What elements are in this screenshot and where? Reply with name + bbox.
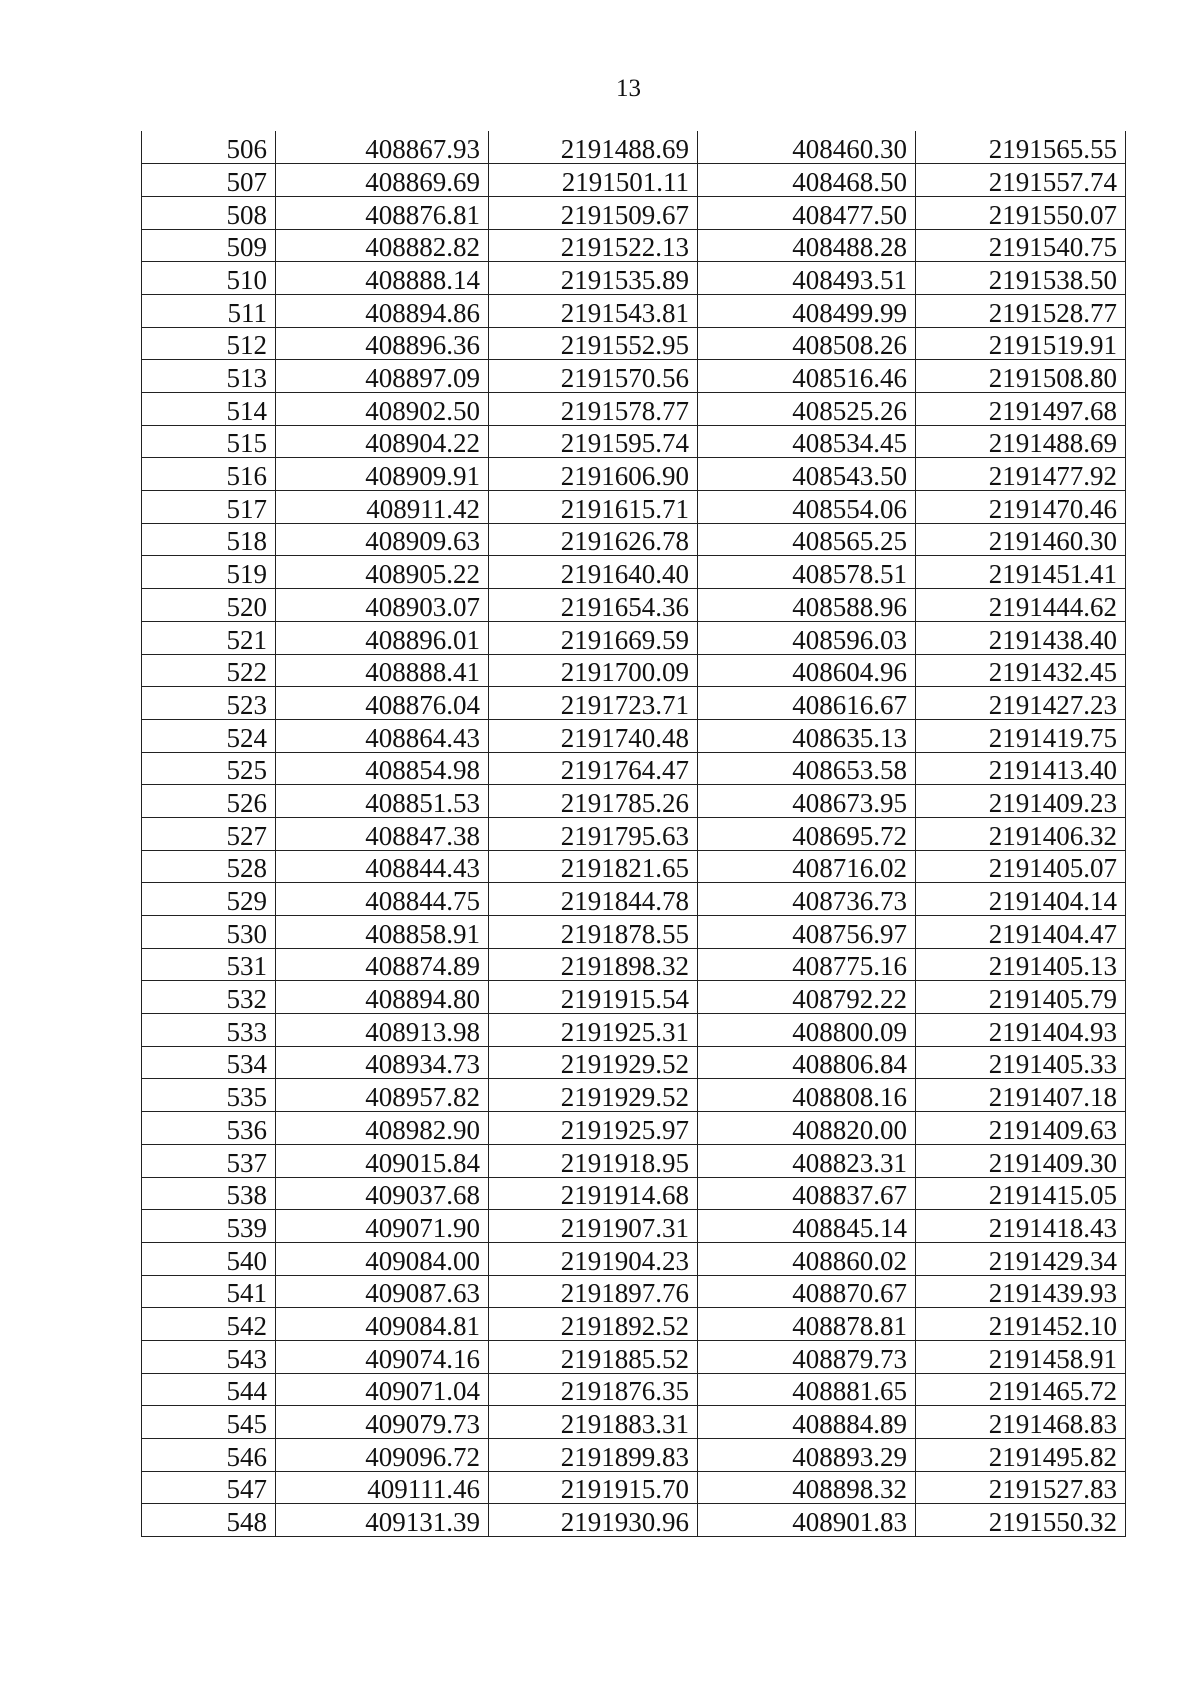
x2-cell: 408808.16 bbox=[698, 1079, 916, 1112]
y2-cell: 2191528.77 bbox=[916, 294, 1126, 327]
table-row bbox=[142, 1112, 1126, 1145]
y1-cell: 2191615.71 bbox=[489, 491, 698, 524]
y2-cell: 2191418.43 bbox=[916, 1210, 1126, 1243]
y1-cell: 2191883.31 bbox=[489, 1406, 698, 1439]
x2-cell: 408792.22 bbox=[698, 981, 916, 1014]
x2-cell: 408525.26 bbox=[698, 393, 916, 426]
x1-cell: 408894.80 bbox=[276, 981, 489, 1014]
x2-cell: 408879.73 bbox=[698, 1340, 916, 1373]
y2-cell: 2191497.68 bbox=[916, 393, 1126, 426]
point-number-cell: 519 bbox=[142, 556, 276, 589]
y2-cell: 2191432.45 bbox=[916, 654, 1126, 687]
point-number-cell: 506 bbox=[142, 131, 276, 164]
point-number-cell: 543 bbox=[142, 1340, 276, 1373]
table-row bbox=[142, 229, 1126, 262]
table-row bbox=[142, 1144, 1126, 1177]
table-row bbox=[142, 1177, 1126, 1210]
point-number-cell: 511 bbox=[142, 294, 276, 327]
point-number-cell: 530 bbox=[142, 916, 276, 949]
point-number-cell: 520 bbox=[142, 589, 276, 622]
table-row bbox=[142, 850, 1126, 883]
x1-cell: 408864.43 bbox=[276, 719, 489, 752]
y1-cell: 2191640.40 bbox=[489, 556, 698, 589]
y1-cell: 2191904.23 bbox=[489, 1242, 698, 1275]
point-number-cell: 525 bbox=[142, 752, 276, 785]
y2-cell: 2191413.40 bbox=[916, 752, 1126, 785]
x2-cell: 408635.13 bbox=[698, 719, 916, 752]
x1-cell: 408902.50 bbox=[276, 393, 489, 426]
x1-cell: 408957.82 bbox=[276, 1079, 489, 1112]
x1-cell: 409084.00 bbox=[276, 1242, 489, 1275]
y1-cell: 2191915.70 bbox=[489, 1471, 698, 1504]
point-number-cell: 542 bbox=[142, 1308, 276, 1341]
y1-cell: 2191892.52 bbox=[489, 1308, 698, 1341]
y1-cell: 2191929.52 bbox=[489, 1079, 698, 1112]
x2-cell: 408837.67 bbox=[698, 1177, 916, 1210]
point-number-cell: 533 bbox=[142, 1014, 276, 1047]
y2-cell: 2191557.74 bbox=[916, 164, 1126, 197]
y1-cell: 2191915.54 bbox=[489, 981, 698, 1014]
table-row bbox=[142, 948, 1126, 981]
x1-cell: 409071.90 bbox=[276, 1210, 489, 1243]
x2-cell: 408881.65 bbox=[698, 1373, 916, 1406]
y1-cell: 2191654.36 bbox=[489, 589, 698, 622]
table-row bbox=[142, 785, 1126, 818]
y2-cell: 2191460.30 bbox=[916, 523, 1126, 556]
x2-cell: 408588.96 bbox=[698, 589, 916, 622]
x1-cell: 408858.91 bbox=[276, 916, 489, 949]
point-number-cell: 527 bbox=[142, 817, 276, 850]
y2-cell: 2191465.72 bbox=[916, 1373, 1126, 1406]
x1-cell: 409037.68 bbox=[276, 1177, 489, 1210]
y2-cell: 2191444.62 bbox=[916, 589, 1126, 622]
x1-cell: 408876.81 bbox=[276, 196, 489, 229]
table-row bbox=[142, 164, 1126, 197]
y1-cell: 2191626.78 bbox=[489, 523, 698, 556]
y2-cell: 2191409.30 bbox=[916, 1144, 1126, 1177]
x1-cell: 408896.01 bbox=[276, 621, 489, 654]
y1-cell: 2191929.52 bbox=[489, 1046, 698, 1079]
point-number-cell: 524 bbox=[142, 719, 276, 752]
x1-cell: 409074.16 bbox=[276, 1340, 489, 1373]
x1-cell: 408896.36 bbox=[276, 327, 489, 360]
point-number-cell: 513 bbox=[142, 360, 276, 393]
x1-cell: 408897.09 bbox=[276, 360, 489, 393]
point-number-cell: 528 bbox=[142, 850, 276, 883]
y1-cell: 2191509.67 bbox=[489, 196, 698, 229]
point-number-cell: 508 bbox=[142, 196, 276, 229]
point-number-cell: 541 bbox=[142, 1275, 276, 1308]
x2-cell: 408898.32 bbox=[698, 1471, 916, 1504]
y1-cell: 2191907.31 bbox=[489, 1210, 698, 1243]
x2-cell: 408756.97 bbox=[698, 916, 916, 949]
x1-cell: 408905.22 bbox=[276, 556, 489, 589]
coordinates-table-body bbox=[142, 131, 1126, 1537]
table-row bbox=[142, 883, 1126, 916]
table-row bbox=[142, 491, 1126, 524]
x2-cell: 408468.50 bbox=[698, 164, 916, 197]
point-number-cell: 537 bbox=[142, 1144, 276, 1177]
x1-cell: 408904.22 bbox=[276, 425, 489, 458]
x1-cell: 408844.43 bbox=[276, 850, 489, 883]
y1-cell: 2191606.90 bbox=[489, 458, 698, 491]
x2-cell: 408534.45 bbox=[698, 425, 916, 458]
point-number-cell: 523 bbox=[142, 687, 276, 720]
table-row bbox=[142, 196, 1126, 229]
x2-cell: 408477.50 bbox=[698, 196, 916, 229]
x1-cell: 408867.93 bbox=[276, 131, 489, 164]
point-number-cell: 507 bbox=[142, 164, 276, 197]
y2-cell: 2191429.34 bbox=[916, 1242, 1126, 1275]
y2-cell: 2191477.92 bbox=[916, 458, 1126, 491]
x2-cell: 408460.30 bbox=[698, 131, 916, 164]
x1-cell: 408903.07 bbox=[276, 589, 489, 622]
y1-cell: 2191844.78 bbox=[489, 883, 698, 916]
x2-cell: 408775.16 bbox=[698, 948, 916, 981]
y2-cell: 2191439.93 bbox=[916, 1275, 1126, 1308]
x1-cell: 409087.63 bbox=[276, 1275, 489, 1308]
point-number-cell: 534 bbox=[142, 1046, 276, 1079]
y1-cell: 2191899.83 bbox=[489, 1439, 698, 1472]
point-number-cell: 532 bbox=[142, 981, 276, 1014]
y1-cell: 2191488.69 bbox=[489, 131, 698, 164]
x2-cell: 408884.89 bbox=[698, 1406, 916, 1439]
y1-cell: 2191764.47 bbox=[489, 752, 698, 785]
table-row bbox=[142, 1373, 1126, 1406]
x1-cell: 408894.86 bbox=[276, 294, 489, 327]
x1-cell: 409071.04 bbox=[276, 1373, 489, 1406]
x1-cell: 408854.98 bbox=[276, 752, 489, 785]
table-row bbox=[142, 1275, 1126, 1308]
table-row bbox=[142, 981, 1126, 1014]
x1-cell: 408851.53 bbox=[276, 785, 489, 818]
table-row bbox=[142, 1340, 1126, 1373]
x1-cell: 408888.41 bbox=[276, 654, 489, 687]
x2-cell: 408820.00 bbox=[698, 1112, 916, 1145]
x1-cell: 408909.63 bbox=[276, 523, 489, 556]
x2-cell: 408508.26 bbox=[698, 327, 916, 360]
x1-cell: 408913.98 bbox=[276, 1014, 489, 1047]
x1-cell: 408876.04 bbox=[276, 687, 489, 720]
y2-cell: 2191404.14 bbox=[916, 883, 1126, 916]
y2-cell: 2191538.50 bbox=[916, 262, 1126, 295]
table-row bbox=[142, 1406, 1126, 1439]
point-number-cell: 515 bbox=[142, 425, 276, 458]
x1-cell: 409084.81 bbox=[276, 1308, 489, 1341]
point-number-cell: 531 bbox=[142, 948, 276, 981]
x2-cell: 408716.02 bbox=[698, 850, 916, 883]
table-row bbox=[142, 589, 1126, 622]
y2-cell: 2191415.05 bbox=[916, 1177, 1126, 1210]
x1-cell: 409079.73 bbox=[276, 1406, 489, 1439]
y2-cell: 2191405.79 bbox=[916, 981, 1126, 1014]
table-row bbox=[142, 654, 1126, 687]
y1-cell: 2191501.11 bbox=[489, 164, 698, 197]
point-number-cell: 516 bbox=[142, 458, 276, 491]
y1-cell: 2191543.81 bbox=[489, 294, 698, 327]
table-row bbox=[142, 458, 1126, 491]
point-number-cell: 536 bbox=[142, 1112, 276, 1145]
x1-cell: 409131.39 bbox=[276, 1504, 489, 1537]
table-row bbox=[142, 262, 1126, 295]
table-row bbox=[142, 393, 1126, 426]
y2-cell: 2191540.75 bbox=[916, 229, 1126, 262]
point-number-cell: 548 bbox=[142, 1504, 276, 1537]
x1-cell: 408911.42 bbox=[276, 491, 489, 524]
y1-cell: 2191898.32 bbox=[489, 948, 698, 981]
point-number-cell: 538 bbox=[142, 1177, 276, 1210]
x2-cell: 408516.46 bbox=[698, 360, 916, 393]
x2-cell: 408616.67 bbox=[698, 687, 916, 720]
x2-cell: 408823.31 bbox=[698, 1144, 916, 1177]
x1-cell: 408844.75 bbox=[276, 883, 489, 916]
y2-cell: 2191405.33 bbox=[916, 1046, 1126, 1079]
y2-cell: 2191488.69 bbox=[916, 425, 1126, 458]
y2-cell: 2191438.40 bbox=[916, 621, 1126, 654]
table-row bbox=[142, 360, 1126, 393]
y2-cell: 2191527.83 bbox=[916, 1471, 1126, 1504]
table-row bbox=[142, 752, 1126, 785]
point-number-cell: 526 bbox=[142, 785, 276, 818]
point-number-cell: 510 bbox=[142, 262, 276, 295]
y2-cell: 2191405.07 bbox=[916, 850, 1126, 883]
table-row bbox=[142, 327, 1126, 360]
x2-cell: 408736.73 bbox=[698, 883, 916, 916]
table-row bbox=[142, 1242, 1126, 1275]
y2-cell: 2191409.63 bbox=[916, 1112, 1126, 1145]
point-number-cell: 547 bbox=[142, 1471, 276, 1504]
point-number-cell: 522 bbox=[142, 654, 276, 687]
y1-cell: 2191578.77 bbox=[489, 393, 698, 426]
table-row bbox=[142, 1439, 1126, 1472]
x1-cell: 408847.38 bbox=[276, 817, 489, 850]
table-row bbox=[142, 131, 1126, 164]
x2-cell: 408493.51 bbox=[698, 262, 916, 295]
x1-cell: 408882.82 bbox=[276, 229, 489, 262]
x2-cell: 408578.51 bbox=[698, 556, 916, 589]
y1-cell: 2191878.55 bbox=[489, 916, 698, 949]
x2-cell: 408695.72 bbox=[698, 817, 916, 850]
y2-cell: 2191519.91 bbox=[916, 327, 1126, 360]
x2-cell: 408488.28 bbox=[698, 229, 916, 262]
x2-cell: 408878.81 bbox=[698, 1308, 916, 1341]
x2-cell: 408499.99 bbox=[698, 294, 916, 327]
x1-cell: 409096.72 bbox=[276, 1439, 489, 1472]
y1-cell: 2191930.96 bbox=[489, 1504, 698, 1537]
y1-cell: 2191723.71 bbox=[489, 687, 698, 720]
y1-cell: 2191740.48 bbox=[489, 719, 698, 752]
x1-cell: 408982.90 bbox=[276, 1112, 489, 1145]
y2-cell: 2191407.18 bbox=[916, 1079, 1126, 1112]
y1-cell: 2191795.63 bbox=[489, 817, 698, 850]
y2-cell: 2191409.23 bbox=[916, 785, 1126, 818]
y1-cell: 2191925.97 bbox=[489, 1112, 698, 1145]
y1-cell: 2191595.74 bbox=[489, 425, 698, 458]
y1-cell: 2191925.31 bbox=[489, 1014, 698, 1047]
x1-cell: 409111.46 bbox=[276, 1471, 489, 1504]
table-row bbox=[142, 621, 1126, 654]
page-number: 13 bbox=[616, 75, 641, 102]
table-row bbox=[142, 719, 1126, 752]
x2-cell: 408543.50 bbox=[698, 458, 916, 491]
y2-cell: 2191565.55 bbox=[916, 131, 1126, 164]
y2-cell: 2191495.82 bbox=[916, 1439, 1126, 1472]
point-number-cell: 517 bbox=[142, 491, 276, 524]
table-row bbox=[142, 1308, 1126, 1341]
point-number-cell: 544 bbox=[142, 1373, 276, 1406]
table-row bbox=[142, 1079, 1126, 1112]
point-number-cell: 540 bbox=[142, 1242, 276, 1275]
x1-cell: 409015.84 bbox=[276, 1144, 489, 1177]
x2-cell: 408845.14 bbox=[698, 1210, 916, 1243]
point-number-cell: 539 bbox=[142, 1210, 276, 1243]
x2-cell: 408806.84 bbox=[698, 1046, 916, 1079]
table-row bbox=[142, 1046, 1126, 1079]
x1-cell: 408874.89 bbox=[276, 948, 489, 981]
y2-cell: 2191550.07 bbox=[916, 196, 1126, 229]
point-number-cell: 512 bbox=[142, 327, 276, 360]
x1-cell: 408909.91 bbox=[276, 458, 489, 491]
x2-cell: 408604.96 bbox=[698, 654, 916, 687]
x2-cell: 408673.95 bbox=[698, 785, 916, 818]
table-row bbox=[142, 1471, 1126, 1504]
point-number-cell: 521 bbox=[142, 621, 276, 654]
y1-cell: 2191669.59 bbox=[489, 621, 698, 654]
table-row bbox=[142, 817, 1126, 850]
y2-cell: 2191451.41 bbox=[916, 556, 1126, 589]
point-number-cell: 545 bbox=[142, 1406, 276, 1439]
table-row bbox=[142, 1014, 1126, 1047]
x2-cell: 408893.29 bbox=[698, 1439, 916, 1472]
point-number-cell: 518 bbox=[142, 523, 276, 556]
x2-cell: 408554.06 bbox=[698, 491, 916, 524]
table-row bbox=[142, 425, 1126, 458]
point-number-cell: 514 bbox=[142, 393, 276, 426]
table-row bbox=[142, 556, 1126, 589]
y1-cell: 2191897.76 bbox=[489, 1275, 698, 1308]
x2-cell: 408860.02 bbox=[698, 1242, 916, 1275]
y2-cell: 2191550.32 bbox=[916, 1504, 1126, 1537]
table-row bbox=[142, 523, 1126, 556]
y2-cell: 2191458.91 bbox=[916, 1340, 1126, 1373]
y1-cell: 2191535.89 bbox=[489, 262, 698, 295]
point-number-cell: 535 bbox=[142, 1079, 276, 1112]
table-row bbox=[142, 916, 1126, 949]
y1-cell: 2191785.26 bbox=[489, 785, 698, 818]
y2-cell: 2191468.83 bbox=[916, 1406, 1126, 1439]
y1-cell: 2191570.56 bbox=[489, 360, 698, 393]
point-number-cell: 529 bbox=[142, 883, 276, 916]
y2-cell: 2191419.75 bbox=[916, 719, 1126, 752]
y2-cell: 2191404.47 bbox=[916, 916, 1126, 949]
y2-cell: 2191427.23 bbox=[916, 687, 1126, 720]
y1-cell: 2191522.13 bbox=[489, 229, 698, 262]
x2-cell: 408901.83 bbox=[698, 1504, 916, 1537]
x2-cell: 408596.03 bbox=[698, 621, 916, 654]
y1-cell: 2191700.09 bbox=[489, 654, 698, 687]
x2-cell: 408870.67 bbox=[698, 1275, 916, 1308]
point-number-cell: 546 bbox=[142, 1439, 276, 1472]
y2-cell: 2191405.13 bbox=[916, 948, 1126, 981]
x1-cell: 408869.69 bbox=[276, 164, 489, 197]
y1-cell: 2191876.35 bbox=[489, 1373, 698, 1406]
y1-cell: 2191885.52 bbox=[489, 1340, 698, 1373]
table-row bbox=[142, 294, 1126, 327]
y1-cell: 2191914.68 bbox=[489, 1177, 698, 1210]
y2-cell: 2191470.46 bbox=[916, 491, 1126, 524]
table-row bbox=[142, 1210, 1126, 1243]
y1-cell: 2191821.65 bbox=[489, 850, 698, 883]
table-row bbox=[142, 1504, 1126, 1537]
y2-cell: 2191452.10 bbox=[916, 1308, 1126, 1341]
point-number-cell: 509 bbox=[142, 229, 276, 262]
y2-cell: 2191508.80 bbox=[916, 360, 1126, 393]
x2-cell: 408800.09 bbox=[698, 1014, 916, 1047]
x2-cell: 408565.25 bbox=[698, 523, 916, 556]
x1-cell: 408888.14 bbox=[276, 262, 489, 295]
x2-cell: 408653.58 bbox=[698, 752, 916, 785]
table-row bbox=[142, 687, 1126, 720]
x1-cell: 408934.73 bbox=[276, 1046, 489, 1079]
coordinates-table bbox=[141, 131, 1126, 1537]
y1-cell: 2191918.95 bbox=[489, 1144, 698, 1177]
y1-cell: 2191552.95 bbox=[489, 327, 698, 360]
y2-cell: 2191404.93 bbox=[916, 1014, 1126, 1047]
y2-cell: 2191406.32 bbox=[916, 817, 1126, 850]
